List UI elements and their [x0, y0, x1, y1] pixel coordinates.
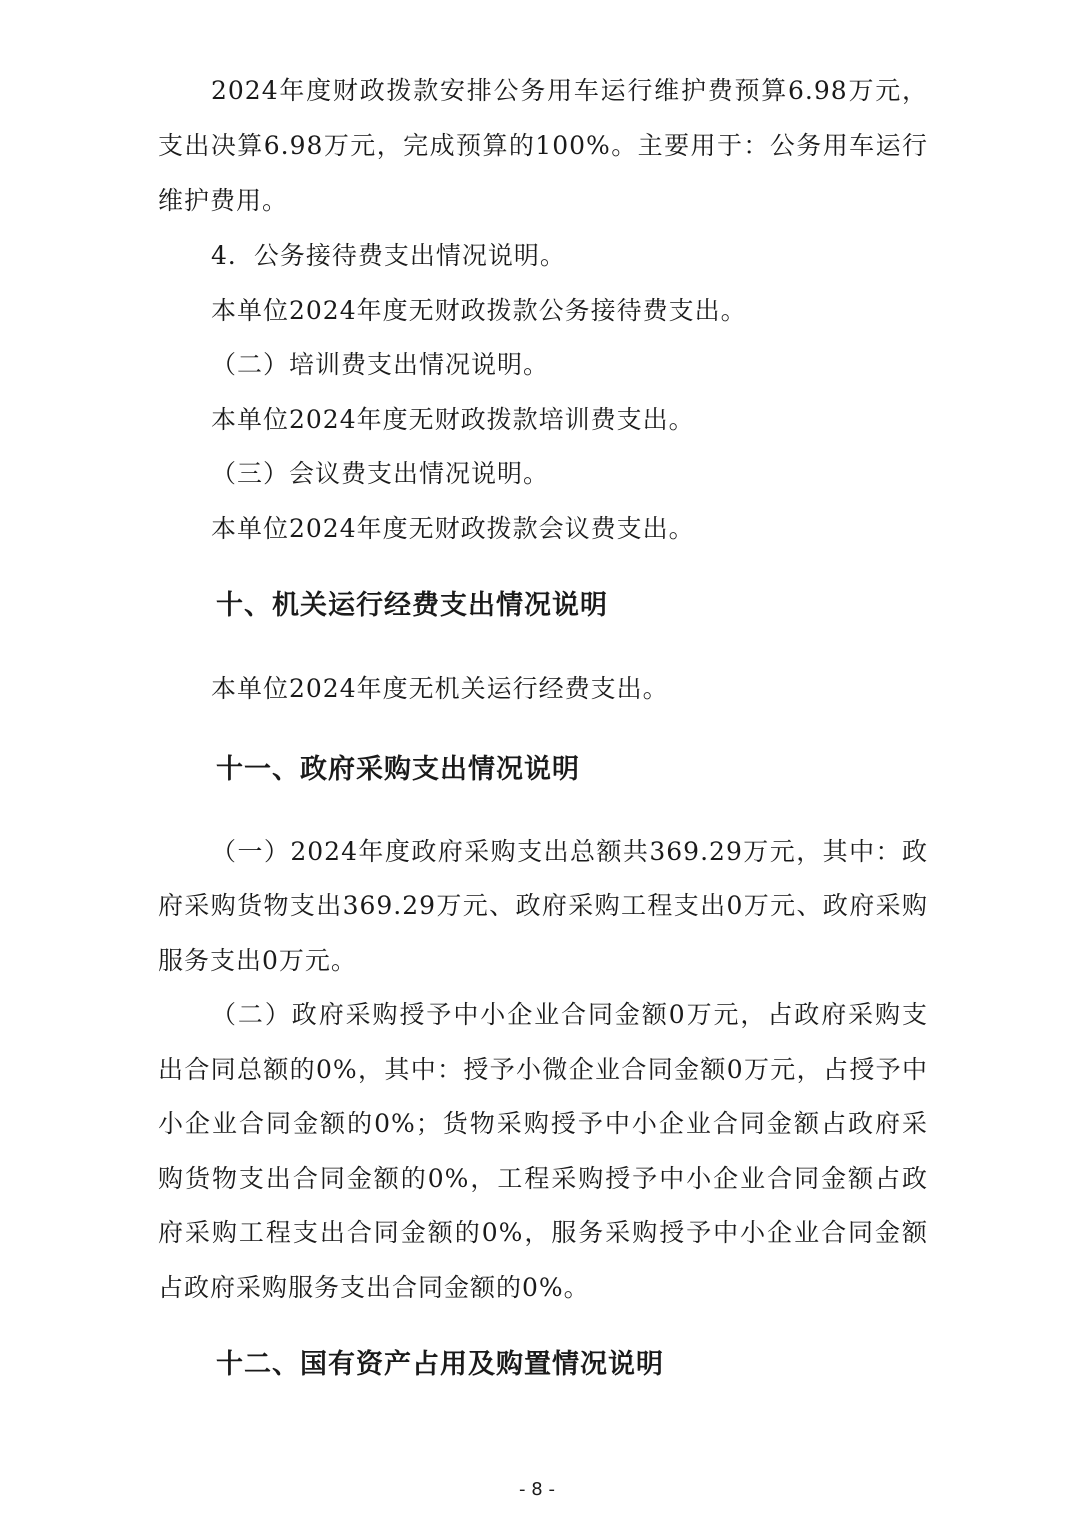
heading-section-11: 十一、政府采购支出情况说明: [216, 754, 580, 785]
paragraph-sme-line-2: 出合同总额的0%，其中：授予小微企业合同金额0万元，占授予中: [158, 1055, 928, 1084]
paragraph-sme-line-3: 小企业合同金额的0%；货物采购授予中小企业合同金额占政府采: [158, 1109, 928, 1138]
page-number: - 8 -: [519, 1479, 555, 1500]
paragraph-vehicle-line-2: 支出决算6.98万元，完成预算的100%。主要用于：公务用车运行: [158, 131, 928, 160]
section-reception-text: 本单位2024年度无财政拨款公务接待费支出。: [211, 296, 747, 325]
section-10-text: 本单位2024年度无机关运行经费支出。: [211, 674, 669, 703]
section-training-heading: （二）培训费支出情况说明。: [211, 350, 550, 379]
heading-section-12: 十二、国有资产占用及购置情况说明: [216, 1349, 664, 1380]
paragraph-procurement-total-line-1: （一）2024年度政府采购支出总额共369.29万元，其中：政: [211, 837, 928, 866]
heading-section-10: 十、机关运行经费支出情况说明: [216, 590, 608, 621]
paragraph-sme-line-1: （二）政府采购授予中小企业合同金额0万元，占政府采购支: [211, 1000, 928, 1029]
paragraph-sme-line-4: 购货物支出合同金额的0%，工程采购授予中小企业合同金额占政: [158, 1164, 928, 1193]
section-meeting-heading: （三）会议费支出情况说明。: [211, 459, 550, 488]
paragraph-procurement-total-line-3: 服务支出0万元。: [158, 946, 357, 975]
section-meeting-text: 本单位2024年度无财政拨款会议费支出。: [211, 514, 695, 543]
paragraph-procurement-total-line-2: 府采购货物支出369.29万元、政府采购工程支出0万元、政府采购: [158, 891, 928, 920]
section-reception-heading: 4．公务接待费支出情况说明。: [211, 241, 566, 270]
paragraph-sme-line-5: 府采购工程支出合同金额的0%，服务采购授予中小企业合同金额: [158, 1218, 928, 1247]
paragraph-vehicle-line-1: 2024年度财政拨款安排公务用车运行维护费预算6.98万元，: [211, 76, 928, 105]
paragraph-vehicle-line-3: 维护费用。: [158, 186, 289, 215]
paragraph-sme-line-6: 占政府采购服务支出合同金额的0%。: [158, 1273, 590, 1302]
section-training-text: 本单位2024年度无财政拨款培训费支出。: [211, 405, 695, 434]
